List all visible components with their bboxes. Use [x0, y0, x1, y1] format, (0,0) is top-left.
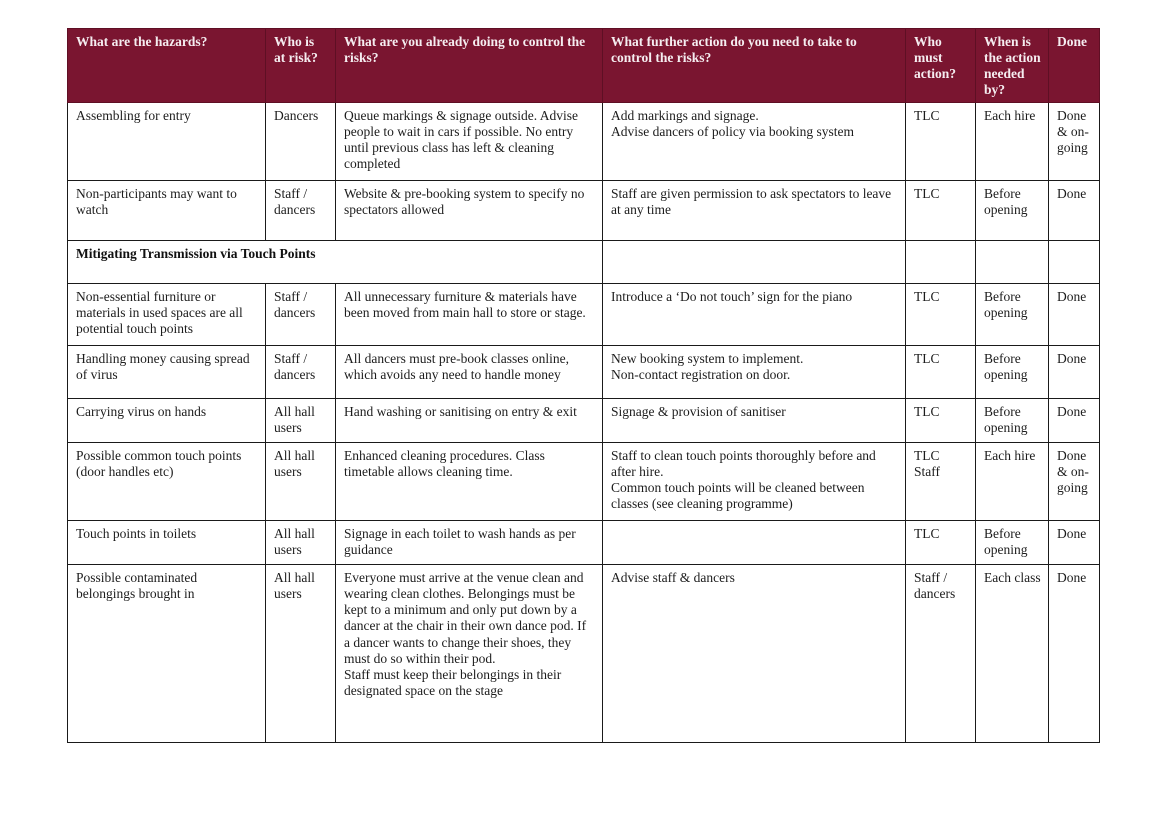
cell-who-at-risk: All hall users	[266, 399, 336, 443]
table-row	[68, 565, 1100, 743]
table-row	[68, 181, 1100, 241]
cell-further-action	[603, 521, 906, 565]
cell-already-doing: Hand washing or sanitising on entry & exit	[336, 399, 603, 443]
column-header-who-must-action: Who must action?	[906, 29, 976, 103]
cell-already-doing: All unnecessary furniture & materials have been moved from main hall to store or stage.	[336, 284, 603, 346]
cell-who-at-risk: All hall users	[266, 565, 336, 743]
cell-when-needed: Each class	[976, 565, 1049, 743]
section-title: Mitigating Transmission via Touch Points	[68, 241, 603, 284]
cell-who-must-action: TLC	[906, 181, 976, 241]
cell-done: Done	[1049, 521, 1100, 565]
cell-who-at-risk: Staff / dancers	[266, 346, 336, 399]
cell-who-at-risk: All hall users	[266, 443, 336, 521]
cell-when-needed: Before opening	[976, 181, 1049, 241]
cell-already-doing: Signage in each toilet to wash hands as per guidance	[336, 521, 603, 565]
cell-already-doing: Enhanced cleaning procedures. Class timetable allows cleaning time.	[336, 443, 603, 521]
column-header-who-at-risk: Who is at risk?	[266, 29, 336, 103]
table-row	[68, 443, 1100, 521]
cell-further-action: New booking system to implement. Non-contact registration on door.	[603, 346, 906, 399]
cell-who-must-action	[906, 241, 976, 284]
table-row	[68, 284, 1100, 346]
table-row	[68, 103, 1100, 181]
cell-already-doing: Everyone must arrive at the venue clean and wearing clean clothes. Belongings must be kept to a minimum and only put down by a dancer at the chair in their own dance pod. If a dancer wants to change their shoes, they must do so within their pod. Staff must keep their belongings in their designated space on the stage	[336, 565, 603, 743]
cell-when-needed: Before opening	[976, 399, 1049, 443]
cell-who-at-risk: Staff / dancers	[266, 181, 336, 241]
cell-further-action: Introduce a ‘Do not touch’ sign for the piano	[603, 284, 906, 346]
risk-assessment-table	[67, 28, 1100, 743]
cell-done: Done	[1049, 181, 1100, 241]
cell-already-doing: All dancers must pre-book classes online, which avoids any need to handle money	[336, 346, 603, 399]
cell-done	[1049, 241, 1100, 284]
cell-done: Done	[1049, 399, 1100, 443]
cell-when-needed: Each hire	[976, 443, 1049, 521]
column-header-when-needed: When is the action needed by?	[976, 29, 1049, 103]
cell-who-at-risk: Dancers	[266, 103, 336, 181]
cell-further-action: Signage & provision of sanitiser	[603, 399, 906, 443]
column-header-already-doing: What are you already doing to control the risks?	[336, 29, 603, 103]
cell-who-must-action: TLC	[906, 346, 976, 399]
cell-further-action: Staff to clean touch points thoroughly before and after hire. Common touch points will be cleaned between classes (see cleaning programme)	[603, 443, 906, 521]
table-row	[68, 521, 1100, 565]
cell-who-must-action: TLC	[906, 399, 976, 443]
cell-who-must-action: TLC	[906, 521, 976, 565]
cell-who-must-action: Staff / dancers	[906, 565, 976, 743]
column-header-hazards: What are the hazards?	[68, 29, 266, 103]
header-row	[68, 29, 1100, 103]
cell-done: Done & on-going	[1049, 103, 1100, 181]
cell-already-doing: Website & pre-booking system to specify no spectators allowed	[336, 181, 603, 241]
cell-hazard: Handling money causing spread of virus	[68, 346, 266, 399]
cell-done: Done & on-going	[1049, 443, 1100, 521]
cell-when-needed: Before opening	[976, 284, 1049, 346]
cell-done: Done	[1049, 565, 1100, 743]
cell-when-needed: Before opening	[976, 346, 1049, 399]
section-header-row	[68, 241, 1100, 284]
cell-further-action	[603, 241, 906, 284]
cell-further-action: Add markings and signage. Advise dancers of policy via booking system	[603, 103, 906, 181]
cell-already-doing: Queue markings & signage outside. Advise people to wait in cars if possible. No entry until previous class has left & cleaning completed	[336, 103, 603, 181]
cell-hazard: Non-participants may want to watch	[68, 181, 266, 241]
cell-who-must-action: TLC	[906, 103, 976, 181]
cell-hazard: Touch points in toilets	[68, 521, 266, 565]
cell-done: Done	[1049, 346, 1100, 399]
cell-who-must-action: TLC Staff	[906, 443, 976, 521]
cell-who-at-risk: Staff / dancers	[266, 284, 336, 346]
cell-who-at-risk: All hall users	[266, 521, 336, 565]
cell-hazard: Assembling for entry	[68, 103, 266, 181]
cell-done: Done	[1049, 284, 1100, 346]
cell-when-needed: Each hire	[976, 103, 1049, 181]
cell-who-must-action: TLC	[906, 284, 976, 346]
column-header-further-action: What further action do you need to take to control the risks?	[603, 29, 906, 103]
cell-when-needed: Before opening	[976, 521, 1049, 565]
cell-hazard: Carrying virus on hands	[68, 399, 266, 443]
cell-hazard: Possible contaminated belongings brought in	[68, 565, 266, 743]
column-header-done: Done	[1049, 29, 1100, 103]
cell-further-action: Advise staff & dancers	[603, 565, 906, 743]
cell-hazard: Non-essential furniture or materials in used spaces are all potential touch points	[68, 284, 266, 346]
cell-hazard: Possible common touch points (door handles etc)	[68, 443, 266, 521]
table-row	[68, 399, 1100, 443]
table-row	[68, 346, 1100, 399]
cell-when-needed	[976, 241, 1049, 284]
cell-further-action: Staff are given permission to ask spectators to leave at any time	[603, 181, 906, 241]
